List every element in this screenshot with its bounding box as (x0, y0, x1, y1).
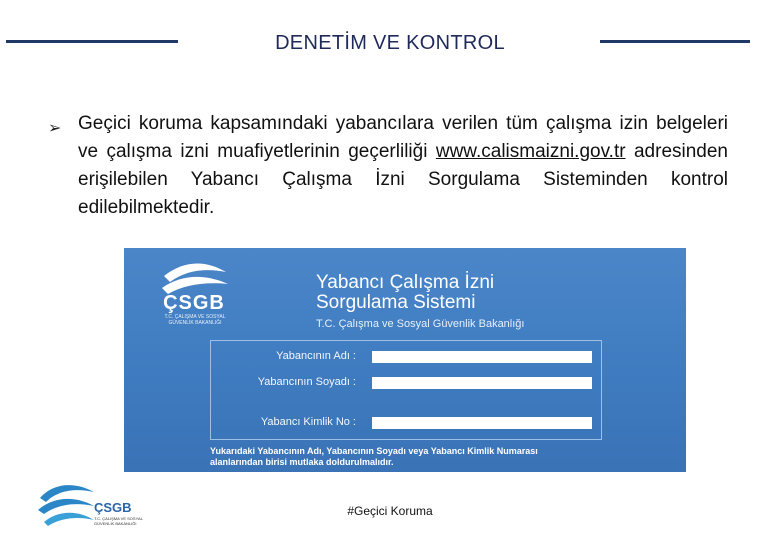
ministry-line: T.C. Çalışma ve Sosyal Güvenlik Bakanlığı (316, 318, 525, 330)
field-label-surname: Yabancının Soyadı : (257, 376, 356, 388)
system-title-line1: Yabancı Çalışma İzni (316, 272, 495, 293)
system-screenshot (124, 248, 686, 472)
csgb-logo-text: ÇSGB (163, 292, 225, 314)
title-rule-right (600, 40, 750, 43)
system-title-line2: Sorgulama Sistemi (316, 292, 476, 313)
arrow-bullet-icon: ➢ (48, 120, 62, 137)
surname-input[interactable] (372, 377, 592, 389)
ministry-small-text: T.C. ÇALIŞMA VE SOSYAL GÜVENLİK BAKANLIĞI (164, 314, 226, 326)
id-number-input[interactable] (372, 417, 592, 429)
form-note: Yukarıdaki Yabancının Adı, Yabancının Soyadı veya Yabancı Kimlik Numarası alanlarından birisi mutlaka doldurulmalıdır. (210, 446, 538, 467)
paragraph-text-start: Geçici koruma kapsamındaki yabancılara verilen tüm çalışma izin belgeleri ve çalışma izni muafiyetlerinin geçerliliği (78, 113, 728, 162)
page-title: DENETİM VE KONTROL (275, 32, 505, 54)
name-input[interactable] (372, 351, 592, 363)
field-label-name: Yabancının Adı : (276, 350, 356, 362)
field-label-id: Yabancı Kimlik No : (260, 416, 356, 428)
hashtag-label: #Geçici Koruma (347, 504, 433, 518)
main-paragraph (78, 110, 728, 222)
footer-ministry-text: T.C. ÇALIŞMA VE SOSYAL GÜVENLİK BAKANLIĞI (94, 516, 143, 526)
footer-logo-text: ÇSGB (94, 500, 132, 515)
paragraph-text-end: adresinden erişilebilen Yabancı Çalışma İzni Sorgulama Sisteminden kontrol edilebilmektedir. (78, 141, 729, 218)
calismaizni-link[interactable]: www.calismaizni.gov.tr (435, 141, 626, 162)
